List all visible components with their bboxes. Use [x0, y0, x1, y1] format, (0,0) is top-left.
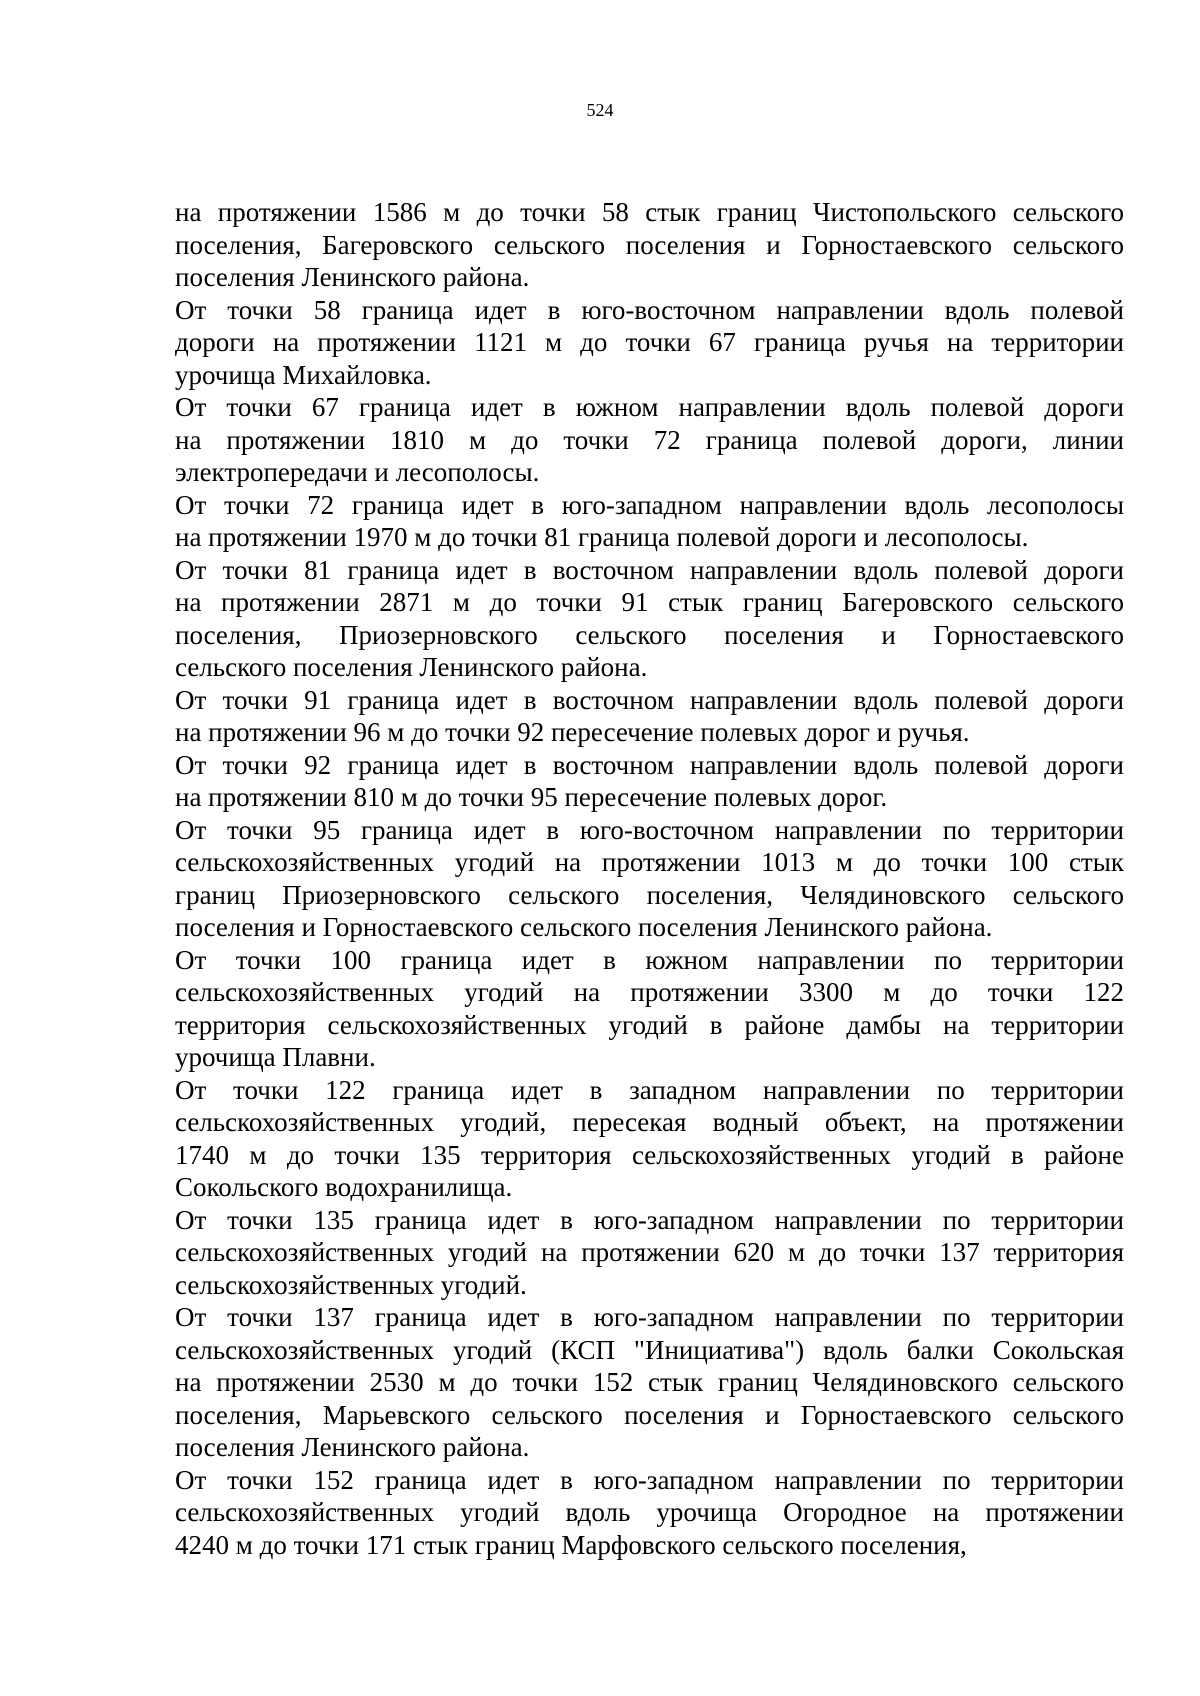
- text-line: сельскохозяйственных угодий, пересекая водный объект, на протяжении: [175, 1107, 1124, 1137]
- text-line: 1740 м до точки 135 территория сельскохозяйственных угодий в районе: [175, 1139, 1124, 1170]
- text-line: урочища Плавни.: [175, 1042, 376, 1072]
- text-line: От точки 122 граница идет в западном направлении по территории: [175, 1074, 1124, 1105]
- text-line: От точки 95 граница идет в юго-восточном направлении по территории: [175, 814, 1124, 845]
- paragraph: [175, 196, 1124, 294]
- text-line: сельскохозяйственных угодий на протяжении 620 м до точки 137 территория: [175, 1237, 1124, 1267]
- paragraph: [175, 489, 1124, 554]
- paragraph: [175, 391, 1124, 489]
- paragraph: [175, 749, 1124, 814]
- text-line: на протяжении 2871 м до точки 91 стык границ Багеровского сельского: [175, 587, 1124, 617]
- text-line: сельского поселения Ленинского района.: [175, 652, 648, 682]
- text-line: От точки 92 граница идет в восточном направлении вдоль полевой дороги: [175, 749, 1124, 780]
- text-line: От точки 58 граница идет в юго-восточном направлении вдоль полевой: [175, 294, 1124, 325]
- paragraph: [175, 1074, 1124, 1204]
- text-line: поселения, Багеровского сельского поселения и Горностаевского сельского: [175, 229, 1124, 260]
- text-line: на протяжении 96 м до точки 92 пересечение полевых дорог и ручья.: [175, 717, 970, 747]
- paragraph: [175, 1464, 1124, 1562]
- text-line: границ Приозерновского сельского поселения, Челядиновского сельского: [175, 879, 1124, 910]
- text-line: сельскохозяйственных угодий на протяжении 3300 м до точки 122: [175, 977, 1124, 1007]
- text-line: От точки 67 граница идет в южном направлении вдоль полевой дороги: [175, 392, 1124, 422]
- text-line: Сокольского водохранилища.: [175, 1172, 513, 1202]
- text-line: на протяжении 1810 м до точки 72 граница полевой дороги, линии: [175, 424, 1124, 455]
- text-line: на протяжении 1586 м до точки 58 стык границ Чистопольского сельского: [175, 197, 1124, 227]
- text-line: поселения Ленинского района.: [175, 262, 530, 292]
- text-line: поселения, Приозерновского сельского поселения и Горностаевского: [175, 619, 1124, 650]
- text-line: От точки 135 граница идет в юго-западном направлении по территории: [175, 1204, 1124, 1235]
- paragraph: [175, 554, 1124, 684]
- text-line: сельскохозяйственных угодий.: [175, 1269, 527, 1300]
- body-text: [175, 196, 1124, 1561]
- text-line: урочища Михайловка.: [175, 359, 432, 390]
- paragraph: [175, 814, 1124, 944]
- text-line: От точки 81 граница идет в восточном направлении вдоль полевой дороги: [175, 554, 1124, 585]
- text-line: поселения Ленинского района.: [175, 1432, 530, 1462]
- text-line: От точки 152 граница идет в юго-западном направлении по территории: [175, 1464, 1124, 1495]
- paragraph: [175, 1301, 1124, 1464]
- text-line: От точки 72 граница идет в юго-западном направлении вдоль лесополосы: [175, 489, 1124, 520]
- text-line: От точки 100 граница идет в южном направлении по территории: [175, 944, 1124, 975]
- paragraph: [175, 944, 1124, 1074]
- text-line: поселения, Марьевского сельского поселения и Горностаевского сельского: [175, 1399, 1124, 1430]
- text-line: на протяжении 1970 м до точки 81 граница полевой дороги и лесополосы.: [175, 522, 1029, 552]
- paragraph: [175, 684, 1124, 749]
- text-line: дороги на протяжении 1121 м до точки 67 граница ручья на территории: [175, 327, 1124, 357]
- page-number: 524: [586, 100, 614, 120]
- text-line: электропередачи и лесополосы.: [175, 457, 540, 487]
- paragraph: [175, 1204, 1124, 1302]
- text-line: сельскохозяйственных угодий на протяжении 1013 м до точки 100 стык: [175, 847, 1124, 877]
- text-line: на протяжении 2530 м до точки 152 стык границ Челядиновского сельского: [175, 1367, 1124, 1397]
- text-line: сельскохозяйственных угодий вдоль урочища Огородное на протяжении: [175, 1497, 1124, 1527]
- text-line: От точки 137 граница идет в юго-западном направлении по территории: [175, 1302, 1124, 1332]
- text-line: 4240 м до точки 171 стык границ Марфовского сельского поселения,: [175, 1529, 967, 1560]
- paragraph: [175, 294, 1124, 392]
- text-line: территория сельскохозяйственных угодий в районе дамбы на территории: [175, 1009, 1124, 1040]
- text-line: От точки 91 граница идет в восточном направлении вдоль полевой дороги: [175, 684, 1124, 715]
- text-line: сельскохозяйственных угодий (КСП "Инициатива") вдоль балки Сокольская: [175, 1334, 1124, 1365]
- text-line: на протяжении 810 м до точки 95 пересечение полевых дорог.: [175, 782, 888, 812]
- text-line: поселения и Горностаевского сельского поселения Ленинского района.: [175, 912, 993, 942]
